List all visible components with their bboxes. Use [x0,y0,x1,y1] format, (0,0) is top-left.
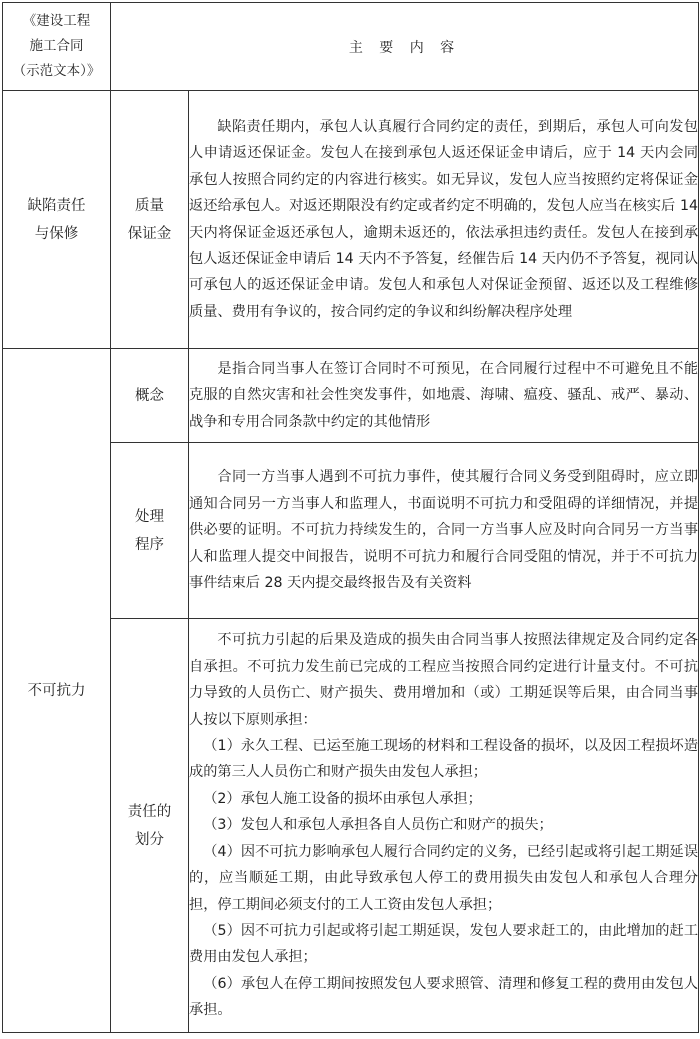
subcategory-cell [111,619,189,1033]
content-cell [189,91,699,349]
category-cell [3,349,111,1033]
subcategory-line: 处理 [135,508,164,525]
category-cell [3,91,111,349]
header-source-line: 《建设工程 [22,13,91,29]
subcategory-line: 责任的 [127,803,172,820]
content-cell [189,443,699,619]
list-item: （3）发包人和承包人承担各自人员伤亡和财产的损失； [203,817,553,834]
subcategory-cell [111,349,189,443]
header-source-line: 施工合同 [29,38,84,54]
subcategory-line: 质量 [135,197,164,214]
subcategory-line: 保证金 [127,225,172,242]
subcategory-cell [111,91,189,349]
subcategory-line: 程序 [135,536,164,553]
category-line: 不可抗力 [27,682,86,699]
header-source-line: （示范文本）》 [12,63,101,79]
content-paragraph: 合同一方当事人遇到不可抗力事件，使其履行合同义务受到阻碍时，应立即通知合同另一方当事人和监理人，书面说明不可抗力和受阻碍的详细情况，并提供必要的证明。不可抗力持续发生的，合同一方当事人应及时向合同另一方当事人和监理人提交中间报告，说明不可抗力和履行合同受阻的情况，并于不可抗力事件结束后 28 天内提交最终报告及有关资料 [189,469,699,592]
list-item: （5）因不可抗力引起或将引起工期延误，发包人要求赶工的，由此增加的赶工费用由发包人承担； [189,922,699,966]
content-cell [189,619,699,1033]
list-item: （4）因不可抗力影响承包人履行合同约定的义务，已经引起或将引起工期延误的，应当顺延工期，由此导致承包人停工的费用损失由发包人和承包人合理分担，停工期间必须支付的工人工资由发包人承担； [189,843,699,913]
subcategory-line: 划分 [135,831,164,848]
list-item: （2）承包人施工设备的损坏由承包人承担； [203,790,482,807]
table-row [3,349,699,443]
content-paragraph: 不可抗力引起的后果及造成的损失由合同当事人按照法律规定及合同约定各自承担。不可抗力发生前已完成的工程应当按照合同约定进行计量支付。不可抗力导致的人员伤亡、财产损失、费用增加和（或）工期延误等后果，由合同当事人按以下原则承担： [189,632,699,728]
category-line: 与保修 [34,225,79,242]
list-item: （1）永久工程、已运至施工现场的材料和工程设备的损坏，以及因工程损坏造成的第三人人员伤亡和财产损失由发包人承担； [189,738,699,781]
subcategory-cell [111,443,189,619]
list-item: （6）承包人在停工期间按照发包人要求照管、清理和修复工程的费用由发包人承担。 [189,975,699,1019]
content-cell [189,349,699,443]
content-paragraph: 缺陷责任期内，承包人认真履行合同约定的责任，到期后，承包人可向发包人申请返还保证金。发包人在接到承包人返还保证金申请后，应于 14 天内会同承包人按照合同约定的内容进行核实。如无异议，发包人应当按照约定将保证金返还给承包人。对返还期限没有约定或者约定不明确的，发包人应当在核实后 14 天内将保证金返还承包人，逾期未返还的，依法承担违约责任。发包人在接到承包人返还保证金申请后 14 天内不予答复，经催告后 14 天内仍不予答复，视同认可承包人的返还保证金申请。发包人和承包人对保证金预留、返还以及工程维修质量、费用有争议的，按合同约定的争议和纠纷解决程序处理 [189,118,699,320]
content-paragraph: 是指合同当事人在签订合同时不可预见，在合同履行过程中不可避免且不能克服的自然灾害和社会性突发事件，如地震、海啸、瘟疫、骚乱、戒严、暴动、战争和专用合同条款中约定的其他情形 [189,360,699,430]
header-content-cell: 主 要 内 容 [111,3,699,91]
subcategory-line: 概念 [135,387,164,404]
header-source-cell [3,3,111,91]
table-header-row [3,3,699,91]
table-row [3,91,699,349]
contract-table [2,2,699,1033]
category-line: 缺陷责任 [27,197,86,214]
